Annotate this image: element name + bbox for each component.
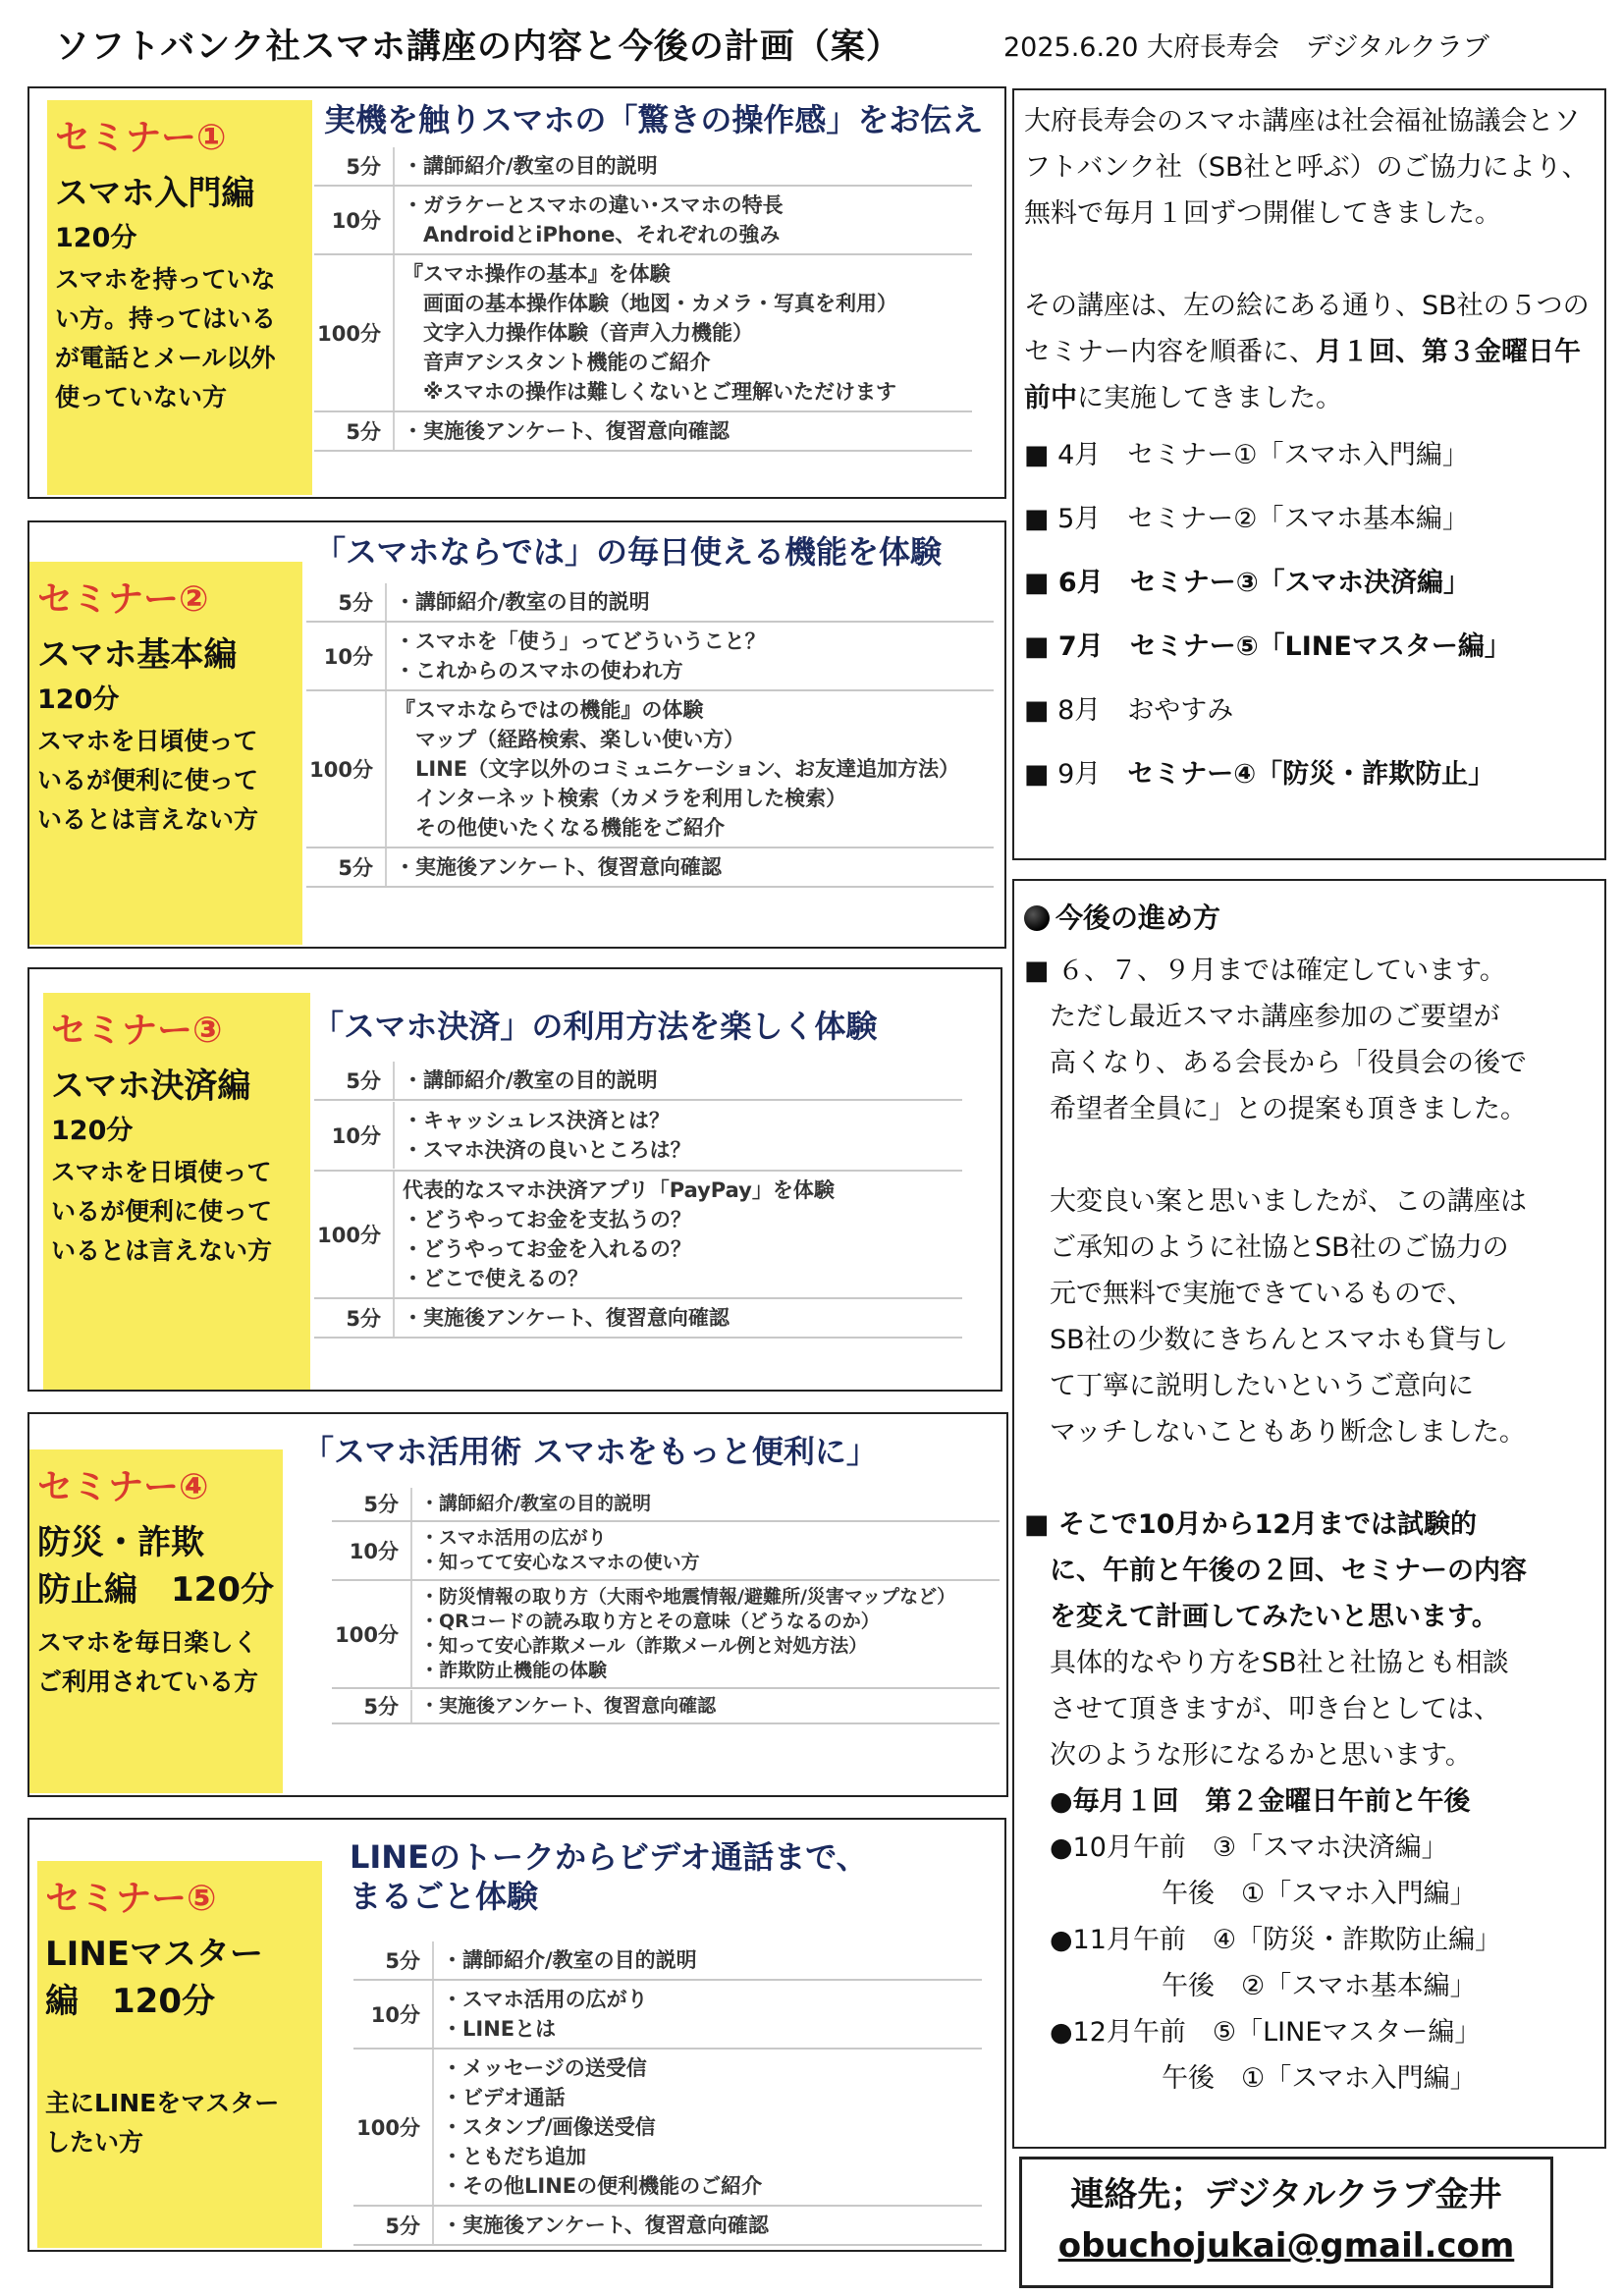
row-content-line: ・スタンプ/画像送受信 bbox=[442, 2115, 656, 2139]
row-content-line: ・どうやってお金を支払うの？ bbox=[403, 1208, 691, 1231]
future-text-line: 希望者全員に」との提案も頂きました。 bbox=[1050, 1094, 1527, 1124]
seminar-duration: 120分 bbox=[51, 1116, 134, 1146]
seminar-target-audience: いるが便利に使って bbox=[37, 766, 259, 794]
seminar-title: 防災・詐欺 bbox=[37, 1523, 204, 1562]
table-row bbox=[314, 255, 972, 412]
black-circle-icon bbox=[1024, 905, 1050, 931]
row-content-line: ・どうやってお金を入れるの？ bbox=[403, 1237, 691, 1261]
seminar-4-summary bbox=[29, 1449, 283, 1793]
future-text-line: ●10月午前 ③「スマホ決済編」 bbox=[1050, 1832, 1448, 1863]
seminar-5-table bbox=[353, 1941, 982, 2246]
row-content-line: ・知ってて安心なスマホの使い方 bbox=[420, 1552, 700, 1573]
seminar-5-table-title bbox=[350, 1837, 868, 1916]
row-minutes: 100分 bbox=[356, 2116, 420, 2140]
row-content-line: ・キャッシュレス決済とは？ bbox=[403, 1109, 670, 1132]
future-text-line: マッチしないこともあり断念しました。 bbox=[1050, 1417, 1526, 1448]
row-minutes: 5分 bbox=[363, 1695, 399, 1719]
seminar-target-audience: 主にLINEをマスター bbox=[45, 2089, 280, 2117]
row-minutes: 5分 bbox=[338, 591, 373, 615]
table-row bbox=[353, 1981, 982, 2050]
row-content-line: ・詐欺防止機能の体験 bbox=[420, 1660, 608, 1681]
table-row bbox=[306, 848, 994, 888]
row-content-line: ・QRコードの読み取り方とその意味（どうなるのか） bbox=[420, 1611, 880, 1632]
row-minutes: 5分 bbox=[346, 1307, 381, 1331]
seminar-5-summary bbox=[37, 1861, 322, 2248]
row-content-line: ・これからのスマホの使われ方 bbox=[395, 659, 683, 683]
table-row bbox=[353, 2050, 982, 2207]
row-minutes: 5分 bbox=[346, 155, 381, 179]
seminar-target-audience: スマホを毎日楽しく bbox=[37, 1628, 258, 1657]
seminar-3-box bbox=[27, 967, 1002, 1392]
table-row bbox=[332, 1522, 1000, 1581]
schedule-item: ■ 7月 セミナー⑤「LINEマスター編」 bbox=[1024, 631, 1511, 662]
row-content bbox=[385, 848, 994, 886]
table-row bbox=[314, 1172, 962, 1299]
table-title-line: まるごと体験 bbox=[350, 1878, 539, 1915]
table-row bbox=[314, 147, 972, 187]
row-content-line: ・実施後アンケート、復習意向確認 bbox=[442, 2214, 769, 2237]
schedule-item: ■ 5月 セミナー②「スマホ基本編」 bbox=[1024, 504, 1469, 534]
row-content-line: 画面の基本操作体験（地図・カメラ・写真を利用） bbox=[403, 292, 897, 315]
row-content-line: ・スマホ決済の良いところは？ bbox=[403, 1138, 691, 1162]
row-content-line: ・スマホ活用の広がり bbox=[442, 1988, 648, 2011]
future-text-line: 元で無料で実施できているもので、 bbox=[1050, 1279, 1474, 1309]
seminar-target-audience: スマホを持っていな bbox=[55, 265, 276, 294]
table-title-line: 「スマホ決済」の利用方法を楽しく体験 bbox=[312, 1008, 878, 1045]
contact-label: 連絡先；デジタルクラブ金井 bbox=[1070, 2175, 1502, 2214]
table-row bbox=[314, 1062, 962, 1101]
row-content bbox=[393, 1172, 962, 1297]
row-content bbox=[410, 1522, 1000, 1579]
row-content-line: インターネット検索（カメラを利用した検索） bbox=[395, 787, 847, 810]
row-content-line: ・どこで使えるの？ bbox=[403, 1267, 588, 1290]
seminar-target-audience: スマホを日頃使って bbox=[37, 727, 258, 755]
future-text-line: ●11月午前 ④「防災・詐欺防止編」 bbox=[1050, 1925, 1502, 1955]
row-content-line: ・その他LINEの便利機能のご紹介 bbox=[442, 2174, 763, 2198]
row-content-line: その他使いたくなる機能をご紹介 bbox=[395, 816, 725, 840]
schedule-item bbox=[1024, 742, 1595, 806]
seminar-4-box bbox=[27, 1412, 1008, 1797]
table-title-line: 「スマホならでは」の毎日使える機能を体験 bbox=[314, 533, 943, 571]
seminar-3-table-title bbox=[312, 1007, 877, 1046]
seminar-target-audience: したい方 bbox=[45, 2128, 144, 2157]
row-content bbox=[393, 187, 972, 253]
future-text-line: させて頂きますが、叩き台としては、 bbox=[1050, 1694, 1500, 1724]
seminar-title: スマホ入門編 bbox=[55, 174, 255, 213]
row-minutes: 5分 bbox=[363, 1493, 399, 1516]
row-content-line: マップ（経路検索、楽しい使い方） bbox=[395, 728, 745, 751]
table-row bbox=[332, 1689, 1000, 1724]
seminar-2-summary bbox=[29, 562, 302, 945]
future-text-line: ■ そこで10月から12月までは試験的 bbox=[1024, 1509, 1478, 1540]
schedule-item: ■ 4月 セミナー①「スマホ入門編」 bbox=[1024, 440, 1469, 470]
schedule-item-seminar: セミナー④「防災・詐欺防止」 bbox=[1127, 759, 1495, 790]
seminar-target-audience: が電話とメール以外 bbox=[55, 344, 276, 372]
table-row bbox=[306, 583, 994, 623]
row-content-line: ・スマホ活用の広がり bbox=[420, 1527, 607, 1549]
row-content bbox=[393, 255, 972, 410]
future-text-line: ご承知のように社協とSB社のご協力の bbox=[1050, 1232, 1509, 1263]
future-text-line: 大変良い案と思いましたが、この講座は bbox=[1050, 1186, 1527, 1217]
seminar-name: セミナー④ bbox=[37, 1467, 209, 1507]
row-minutes: 100分 bbox=[335, 1623, 399, 1647]
seminar-title: LINEマスター bbox=[45, 1935, 263, 1974]
row-minutes: 10分 bbox=[349, 1540, 399, 1563]
future-text-line: 具体的なやり方をSB社と社協とも相談 bbox=[1050, 1648, 1509, 1678]
table-row bbox=[332, 1487, 1000, 1522]
seminar-target-audience: いるが便利に使って bbox=[51, 1197, 273, 1226]
row-content-line: ・実施後アンケート、復習意向確認 bbox=[403, 1306, 730, 1330]
row-content-line: ※スマホの操作は難しくないとご理解いただけます bbox=[403, 380, 896, 404]
seminar-2-box bbox=[27, 520, 1006, 949]
row-content-line: AndroidとiPhone、それぞれの強み bbox=[403, 223, 781, 246]
seminar-2-table-title bbox=[314, 532, 942, 572]
seminar-1-box bbox=[27, 86, 1006, 499]
seminar-target-audience: ご利用されている方 bbox=[37, 1667, 259, 1696]
row-minutes: 5分 bbox=[346, 420, 381, 444]
row-minutes: 10分 bbox=[331, 209, 381, 233]
row-content-line: ・実施後アンケート、復習意向確認 bbox=[420, 1694, 717, 1717]
row-minutes: 100分 bbox=[317, 322, 381, 346]
seminar-3-table bbox=[314, 1062, 962, 1339]
row-content bbox=[410, 1690, 1000, 1722]
intro-paragraph-1: 大府長寿会のスマホ講座は社会福祉協議会とソフトバンク社（SB社と呼ぶ）のご協力により、無料で毎月１回ずつ開催してきました。 bbox=[1024, 106, 1589, 229]
future-text-line: 午後 ①「スマホ入門編」 bbox=[1162, 1879, 1477, 1909]
table-row bbox=[314, 1101, 962, 1172]
row-content bbox=[410, 1488, 1000, 1520]
row-minutes: 5分 bbox=[385, 1949, 420, 1973]
seminar-title: スマホ基本編 bbox=[37, 635, 238, 675]
table-row bbox=[314, 187, 972, 255]
intro-box bbox=[1012, 88, 1606, 860]
schedule-item: ■ 6月 セミナー③「スマホ決済編」 bbox=[1024, 568, 1471, 598]
future-text-line: SB社の少数にきちんとスマホも貸与し bbox=[1050, 1325, 1509, 1355]
row-content-line: ・実施後アンケート、復習意向確認 bbox=[403, 419, 730, 443]
contact-box bbox=[1019, 2157, 1553, 2288]
seminar-target-audience: い方。持ってはいる bbox=[55, 304, 277, 333]
future-text-line: ■ ６、７、９月までは確定しています。 bbox=[1024, 956, 1506, 986]
row-minutes: 5分 bbox=[346, 1069, 381, 1093]
seminar-4-table bbox=[332, 1487, 1000, 1724]
page-subtitle: 2025.6.20 大府長寿会 デジタルクラブ bbox=[1003, 32, 1489, 63]
row-content-line: ・メッセージの送受信 bbox=[442, 2056, 647, 2080]
row-content bbox=[393, 1299, 962, 1337]
seminar-duration: 120分 bbox=[55, 223, 137, 253]
row-content-line: LINE（文字以外のコミュニケーション、お友達追加方法） bbox=[395, 757, 960, 781]
table-row bbox=[353, 1941, 982, 1981]
row-content bbox=[432, 1941, 982, 1979]
table-row bbox=[353, 2207, 982, 2246]
row-content-line: 音声アシスタント機能のご紹介 bbox=[403, 351, 711, 374]
table-row bbox=[306, 623, 994, 691]
row-minutes: 100分 bbox=[309, 758, 373, 782]
future-plan-box bbox=[1012, 879, 1606, 2149]
seminar-target-audience: いるとは言えない方 bbox=[37, 805, 259, 834]
table-row bbox=[314, 1299, 962, 1339]
schedule-item: ■ 8月 おやすみ bbox=[1024, 695, 1234, 726]
row-minutes: 5分 bbox=[338, 856, 373, 880]
row-content bbox=[385, 691, 994, 847]
row-content-line: ・ともだち追加 bbox=[442, 2145, 586, 2168]
seminar-name: セミナー⑤ bbox=[45, 1879, 217, 1919]
row-minutes: 10分 bbox=[370, 2003, 420, 2027]
row-content-line: ・講師紹介/教室の目的説明 bbox=[403, 1068, 658, 1092]
future-text-line: 高くなり、ある会長から「役員会の後で bbox=[1050, 1048, 1527, 1078]
seminar-title: 防止編 120分 bbox=[37, 1570, 274, 1610]
schedule-list bbox=[1024, 423, 1595, 806]
table-row bbox=[314, 412, 972, 452]
row-content bbox=[393, 1102, 962, 1169]
seminar-4-table-title bbox=[302, 1432, 878, 1471]
seminar-target-audience: 使っていない方 bbox=[55, 383, 228, 411]
seminar-duration: 120分 bbox=[37, 684, 120, 715]
seminar-target-audience: いるとは言えない方 bbox=[51, 1236, 273, 1265]
seminar-3-summary bbox=[43, 993, 310, 1392]
table-title-line: LINEのトークからビデオ通話まで、 bbox=[350, 1838, 868, 1876]
seminar-title: 編 120分 bbox=[45, 1982, 215, 2021]
seminar-title: スマホ決済編 bbox=[51, 1066, 251, 1106]
schedule-item-month: ■ 9月 bbox=[1024, 759, 1128, 790]
future-text-line bbox=[1024, 1132, 1595, 1178]
page-title: ソフトバンク社スマホ講座の内容と今後の計画（案） bbox=[55, 27, 901, 67]
future-text-line: に、午前と午後の２回、セミナーの内容 bbox=[1050, 1556, 1527, 1586]
row-content-line: ・防災情報の取り方（大雨や地震情報/避難所/災害マップなど） bbox=[420, 1586, 956, 1608]
row-content bbox=[385, 583, 994, 621]
row-content-line: ・講師紹介/教室の目的説明 bbox=[420, 1492, 651, 1514]
row-content bbox=[410, 1581, 1000, 1687]
seminar-2-table bbox=[306, 583, 994, 888]
seminar-1-table bbox=[314, 147, 972, 452]
contact-email-link[interactable]: obuchojukai@gmail.com bbox=[1057, 2226, 1515, 2266]
row-content bbox=[393, 147, 972, 185]
row-minutes: 10分 bbox=[323, 645, 373, 669]
seminar-name: セミナー③ bbox=[51, 1011, 223, 1051]
row-content-line: ・講師紹介/教室の目的説明 bbox=[395, 590, 650, 614]
future-text-line: 午後 ②「スマホ基本編」 bbox=[1162, 1971, 1477, 2001]
row-content-line: 文字入力操作体験（音声入力機能） bbox=[403, 321, 753, 345]
row-minutes: 5分 bbox=[385, 2214, 420, 2238]
row-content bbox=[432, 2207, 982, 2244]
table-row bbox=[332, 1581, 1000, 1689]
table-row bbox=[306, 691, 994, 848]
row-content-line: ・スマホを「使う」ってどういうこと？ bbox=[395, 629, 766, 653]
row-content-line: ・ビデオ通話 bbox=[442, 2086, 566, 2109]
row-content-line: ・知って安心詐欺メール（詐欺メール例と対処方法） bbox=[420, 1635, 868, 1657]
seminar-1-table-title bbox=[324, 100, 983, 139]
row-content-line: 代表的なスマホ決済アプリ「PayPay」を体験 bbox=[403, 1178, 835, 1202]
future-text-line: ●毎月１回 第２金曜日午前と午後 bbox=[1050, 1786, 1471, 1817]
table-title-line: 実機を触りスマホの「驚きの操作感」をお伝え bbox=[324, 101, 984, 138]
row-minutes: 10分 bbox=[331, 1124, 381, 1148]
row-content-line: ・講師紹介/教室の目的説明 bbox=[403, 154, 658, 178]
future-text-line: を変えて計画してみたいと思います。 bbox=[1050, 1602, 1498, 1632]
future-text-line: 午後 ①「スマホ入門編」 bbox=[1162, 2063, 1477, 2094]
row-minutes: 100分 bbox=[317, 1224, 381, 1247]
row-content bbox=[393, 412, 972, 450]
row-content-line: ・LINEとは bbox=[442, 2017, 557, 2041]
row-content-line: ・講師紹介/教室の目的説明 bbox=[442, 1948, 697, 1972]
intro-paragraph-2: その講座は、左の絵にある通り、SB社の５つのセミナー内容を順番に、月１回、第３金曜日午前中に実施してきました。 bbox=[1024, 291, 1590, 413]
row-content-line: ・ガラケーとスマホの違い･スマホの特長 bbox=[403, 193, 784, 217]
future-text bbox=[1024, 948, 1595, 2102]
row-content bbox=[385, 623, 994, 689]
future-text-line: ただし最近スマホ講座参加のご要望が bbox=[1050, 1002, 1500, 1032]
seminar-5-box bbox=[27, 1818, 1006, 2252]
future-heading: 今後の進め方 bbox=[1024, 899, 1595, 938]
future-text-line: ●12月午前 ⑤「LINEマスター編」 bbox=[1050, 2017, 1482, 2048]
seminar-1-summary bbox=[47, 100, 312, 495]
row-content bbox=[432, 2050, 982, 2205]
seminar-name: セミナー② bbox=[37, 579, 209, 620]
future-text-line: て丁寧に説明したいというご意向に bbox=[1050, 1371, 1474, 1401]
future-text-line bbox=[1024, 1455, 1595, 1502]
table-title-line: 「スマホ活用術 スマホをもっと便利に」 bbox=[302, 1433, 878, 1470]
row-content bbox=[393, 1062, 962, 1099]
future-text-line: 次のような形になるかと思います。 bbox=[1050, 1740, 1472, 1771]
seminar-target-audience: スマホを日頃使って bbox=[51, 1158, 272, 1186]
row-content-line: 『スマホ操作の基本』を体験 bbox=[403, 262, 671, 286]
row-content-line: ・実施後アンケート、復習意向確認 bbox=[395, 855, 722, 879]
row-content bbox=[432, 1981, 982, 2048]
row-content-line: 『スマホならではの機能』の体験 bbox=[395, 698, 704, 722]
seminar-name: セミナー① bbox=[55, 118, 227, 158]
